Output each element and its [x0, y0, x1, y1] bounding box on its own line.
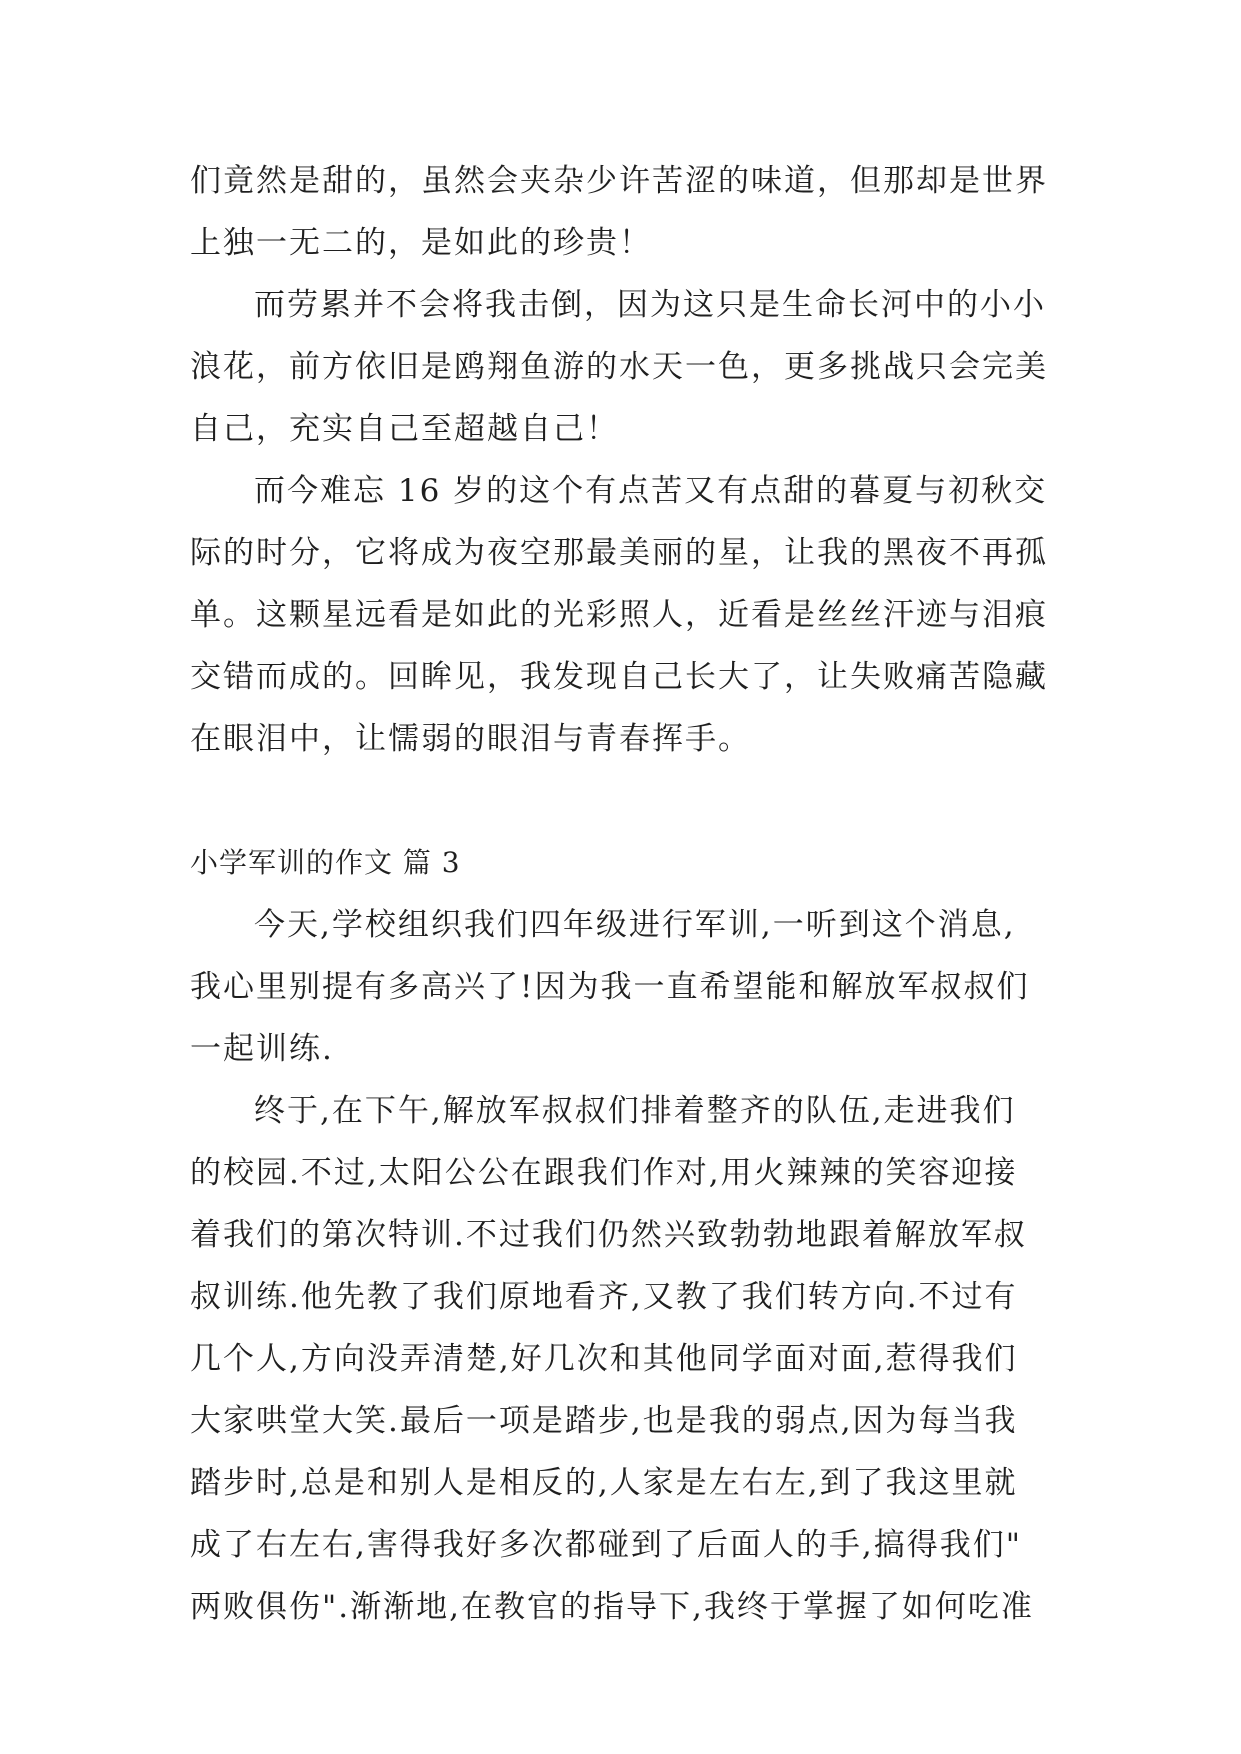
text-line: 而劳累并不会将我击倒，因为这只是生命长河中的小小: [254, 287, 1046, 323]
text-line: 交错而成的。回眸见，我发现自己长大了，让失败痛苦隐藏: [190, 659, 1048, 695]
text-line: 们竟然是甜的，虽然会夹杂少许苦涩的味道，但那却是世界: [190, 163, 1048, 199]
text-line: 踏步时,总是和别人是相反的,人家是左右左,到了我这里就: [190, 1465, 1018, 1501]
text-line: 一起训练.: [190, 1031, 334, 1067]
text-line: 自己，充实自己至超越自己！: [190, 411, 619, 447]
text-line: 单。这颗星远看是如此的光彩照人，近看是丝丝汗迹与泪痕: [190, 597, 1048, 633]
text-line: 两败俱伤".渐渐地,在教官的指导下,我终于掌握了如何吃准: [190, 1589, 1034, 1625]
text-line: 终于,在下午,解放军叔叔们排着整齐的队伍,走进我们: [254, 1093, 1016, 1129]
text-line: 我心里别提有多高兴了!因为我一直希望能和解放军叔叔们: [190, 969, 1030, 1005]
text-line: 大家哄堂大笑.最后一项是踏步,也是我的弱点,因为每当我: [190, 1403, 1018, 1439]
text-line: 在眼泪中，让懦弱的眼泪与青春挥手。: [190, 721, 751, 757]
text-line: 几个人,方向没弄清楚,好几次和其他同学面对面,惹得我们: [190, 1341, 1018, 1377]
text-line: 成了右左右,害得我好多次都碰到了后面人的手,搞得我们": [190, 1527, 1022, 1563]
text-line: 而今难忘 16 岁的这个有点苦又有点甜的暮夏与初秋交: [254, 473, 1048, 509]
text-line: 着我们的第次特训.不过我们仍然兴致勃勃地跟着解放军叔: [190, 1217, 1027, 1253]
text-line: 际的时分，它将成为夜空那最美丽的星，让我的黑夜不再孤: [190, 535, 1048, 571]
text-line: 叔训练.他先教了我们原地看齐,又教了我们转方向.不过有: [190, 1279, 1018, 1315]
text-line: 今天,学校组织我们四年级进行军训,一听到这个消息,: [254, 907, 1016, 943]
section-heading: 小学军训的作文 篇 3: [190, 846, 461, 879]
text-line: 上独一无二的，是如此的珍贵！: [190, 225, 652, 261]
text-line: 浪花，前方依旧是鸥翔鱼游的水天一色，更多挑战只会完美: [190, 349, 1048, 385]
text-line: 的校园.不过,太阳公公在跟我们作对,用火辣辣的笑容迎接: [190, 1155, 1018, 1191]
